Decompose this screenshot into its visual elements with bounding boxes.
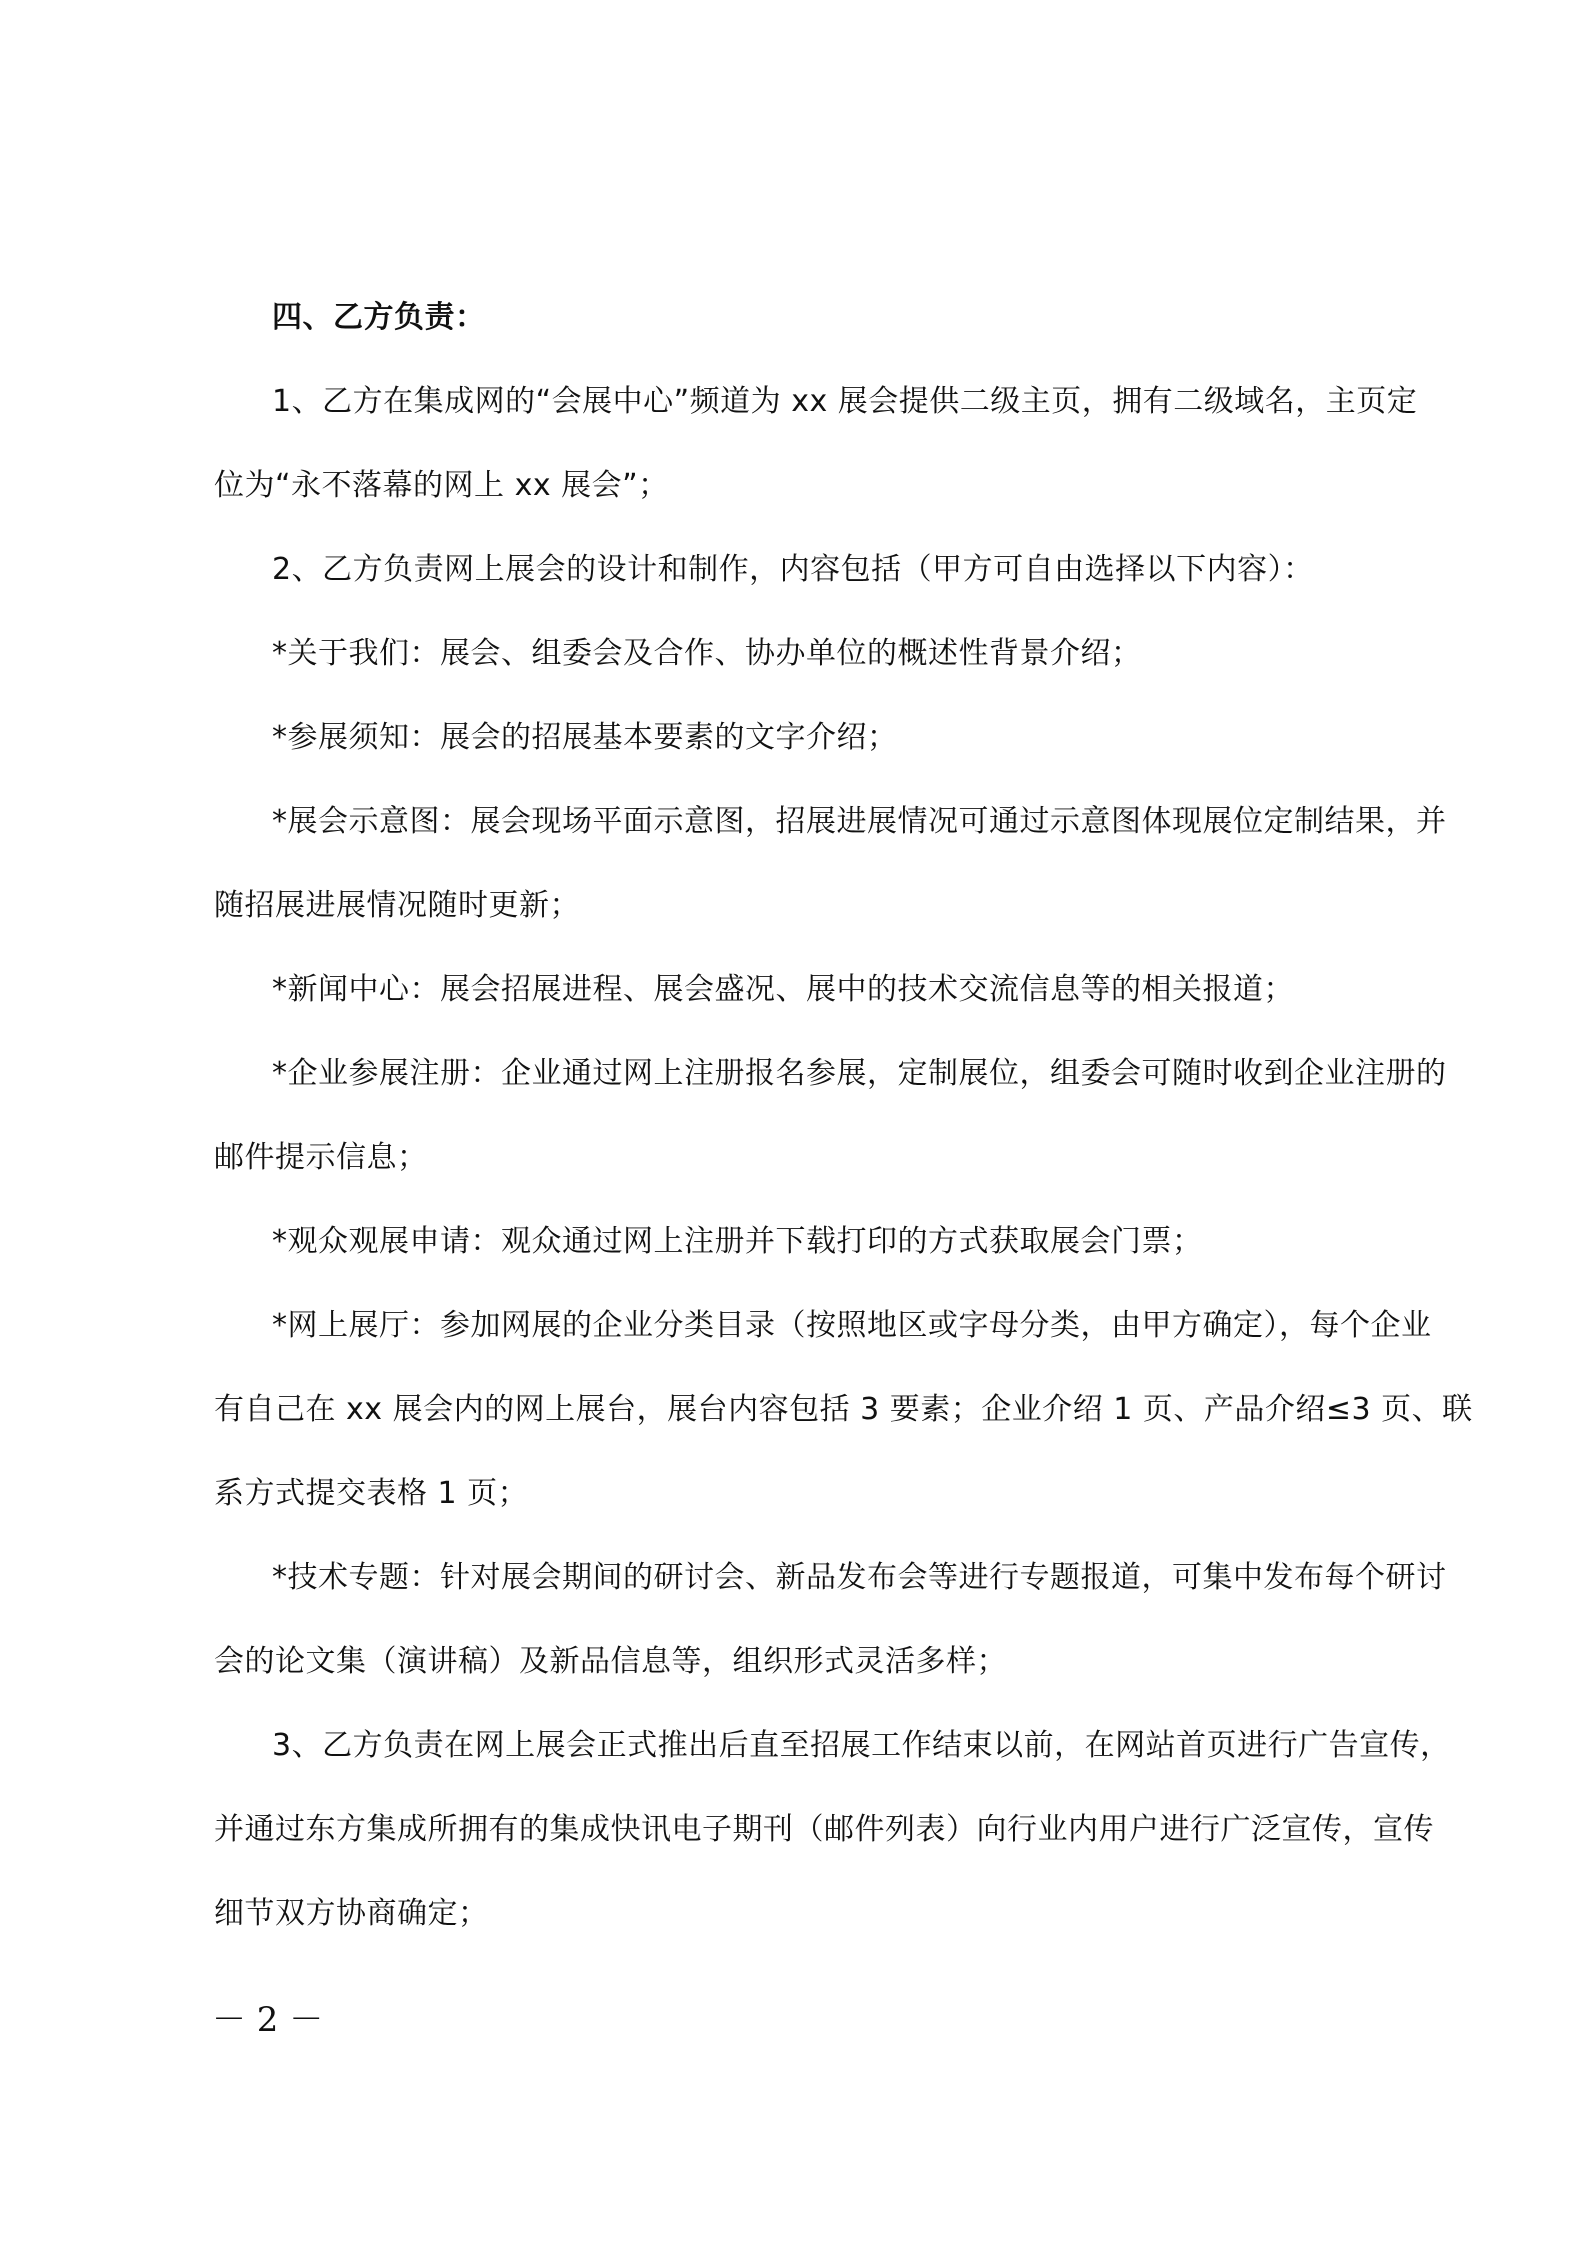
list-item: *新闻中心：展会招展进程、展会盛况、展中的技术交流信息等的相关报道；	[272, 972, 1294, 1007]
list-item: *观众观展申请：观众通过网上注册并下载打印的方式获取展会门票；	[272, 1224, 1203, 1259]
list-item: *关于我们：展会、组委会及合作、协办单位的概述性背景介绍；	[272, 636, 1142, 671]
paragraph-line: 细节双方协商确定；	[214, 1896, 489, 1931]
list-item: *技术专题：针对展会期间的研讨会、新品发布会等进行专题报道，可集中发布每个研讨	[272, 1560, 1447, 1595]
list-item: *展会示意图：展会现场平面示意图，招展进展情况可通过示意图体现展位定制结果，并	[272, 804, 1447, 839]
list-item: *网上展厅：参加网展的企业分类目录（按照地区或字母分类，由甲方确定），每个企业	[272, 1308, 1432, 1343]
paragraph-line: 随招展进展情况随时更新；	[214, 888, 580, 923]
section-heading: 四、乙方负责：	[272, 300, 486, 335]
paragraph-line: 并通过东方集成所拥有的集成快讯电子期刊（邮件列表）向行业内用户进行广泛宣传，宣传	[214, 1812, 1434, 1847]
paragraph-line: 3、乙方负责在网上展会正式推出后直至招展工作结束以前，在网站首页进行广告宣传，	[272, 1728, 1451, 1763]
paragraph-line: 邮件提示信息；	[214, 1140, 428, 1175]
list-item: *参展须知：展会的招展基本要素的文字介绍；	[272, 720, 898, 755]
paragraph-line: 系方式提交表格 1 页；	[214, 1476, 529, 1511]
page-number: － 2 －	[212, 2000, 324, 2040]
paragraph-line: 有自己在 xx 展会内的网上展台，展台内容包括 3 要素；企业介绍 1 页、产品介绍≤3 页、联	[214, 1392, 1473, 1427]
paragraph-line: 会的论文集（演讲稿）及新品信息等，组织形式灵活多样；	[214, 1644, 1007, 1679]
paragraph-line: 2、乙方负责网上展会的设计和制作，内容包括（甲方可自由选择以下内容）：	[272, 552, 1314, 587]
list-item: *企业参展注册：企业通过网上注册报名参展，定制展位，组委会可随时收到企业注册的	[272, 1056, 1447, 1091]
paragraph-line: 1、乙方在集成网的“会展中心”频道为 xx 展会提供二级主页，拥有二级域名，主页定	[272, 384, 1418, 419]
paragraph-line: 位为“永不落幕的网上 xx 展会”；	[214, 468, 669, 503]
